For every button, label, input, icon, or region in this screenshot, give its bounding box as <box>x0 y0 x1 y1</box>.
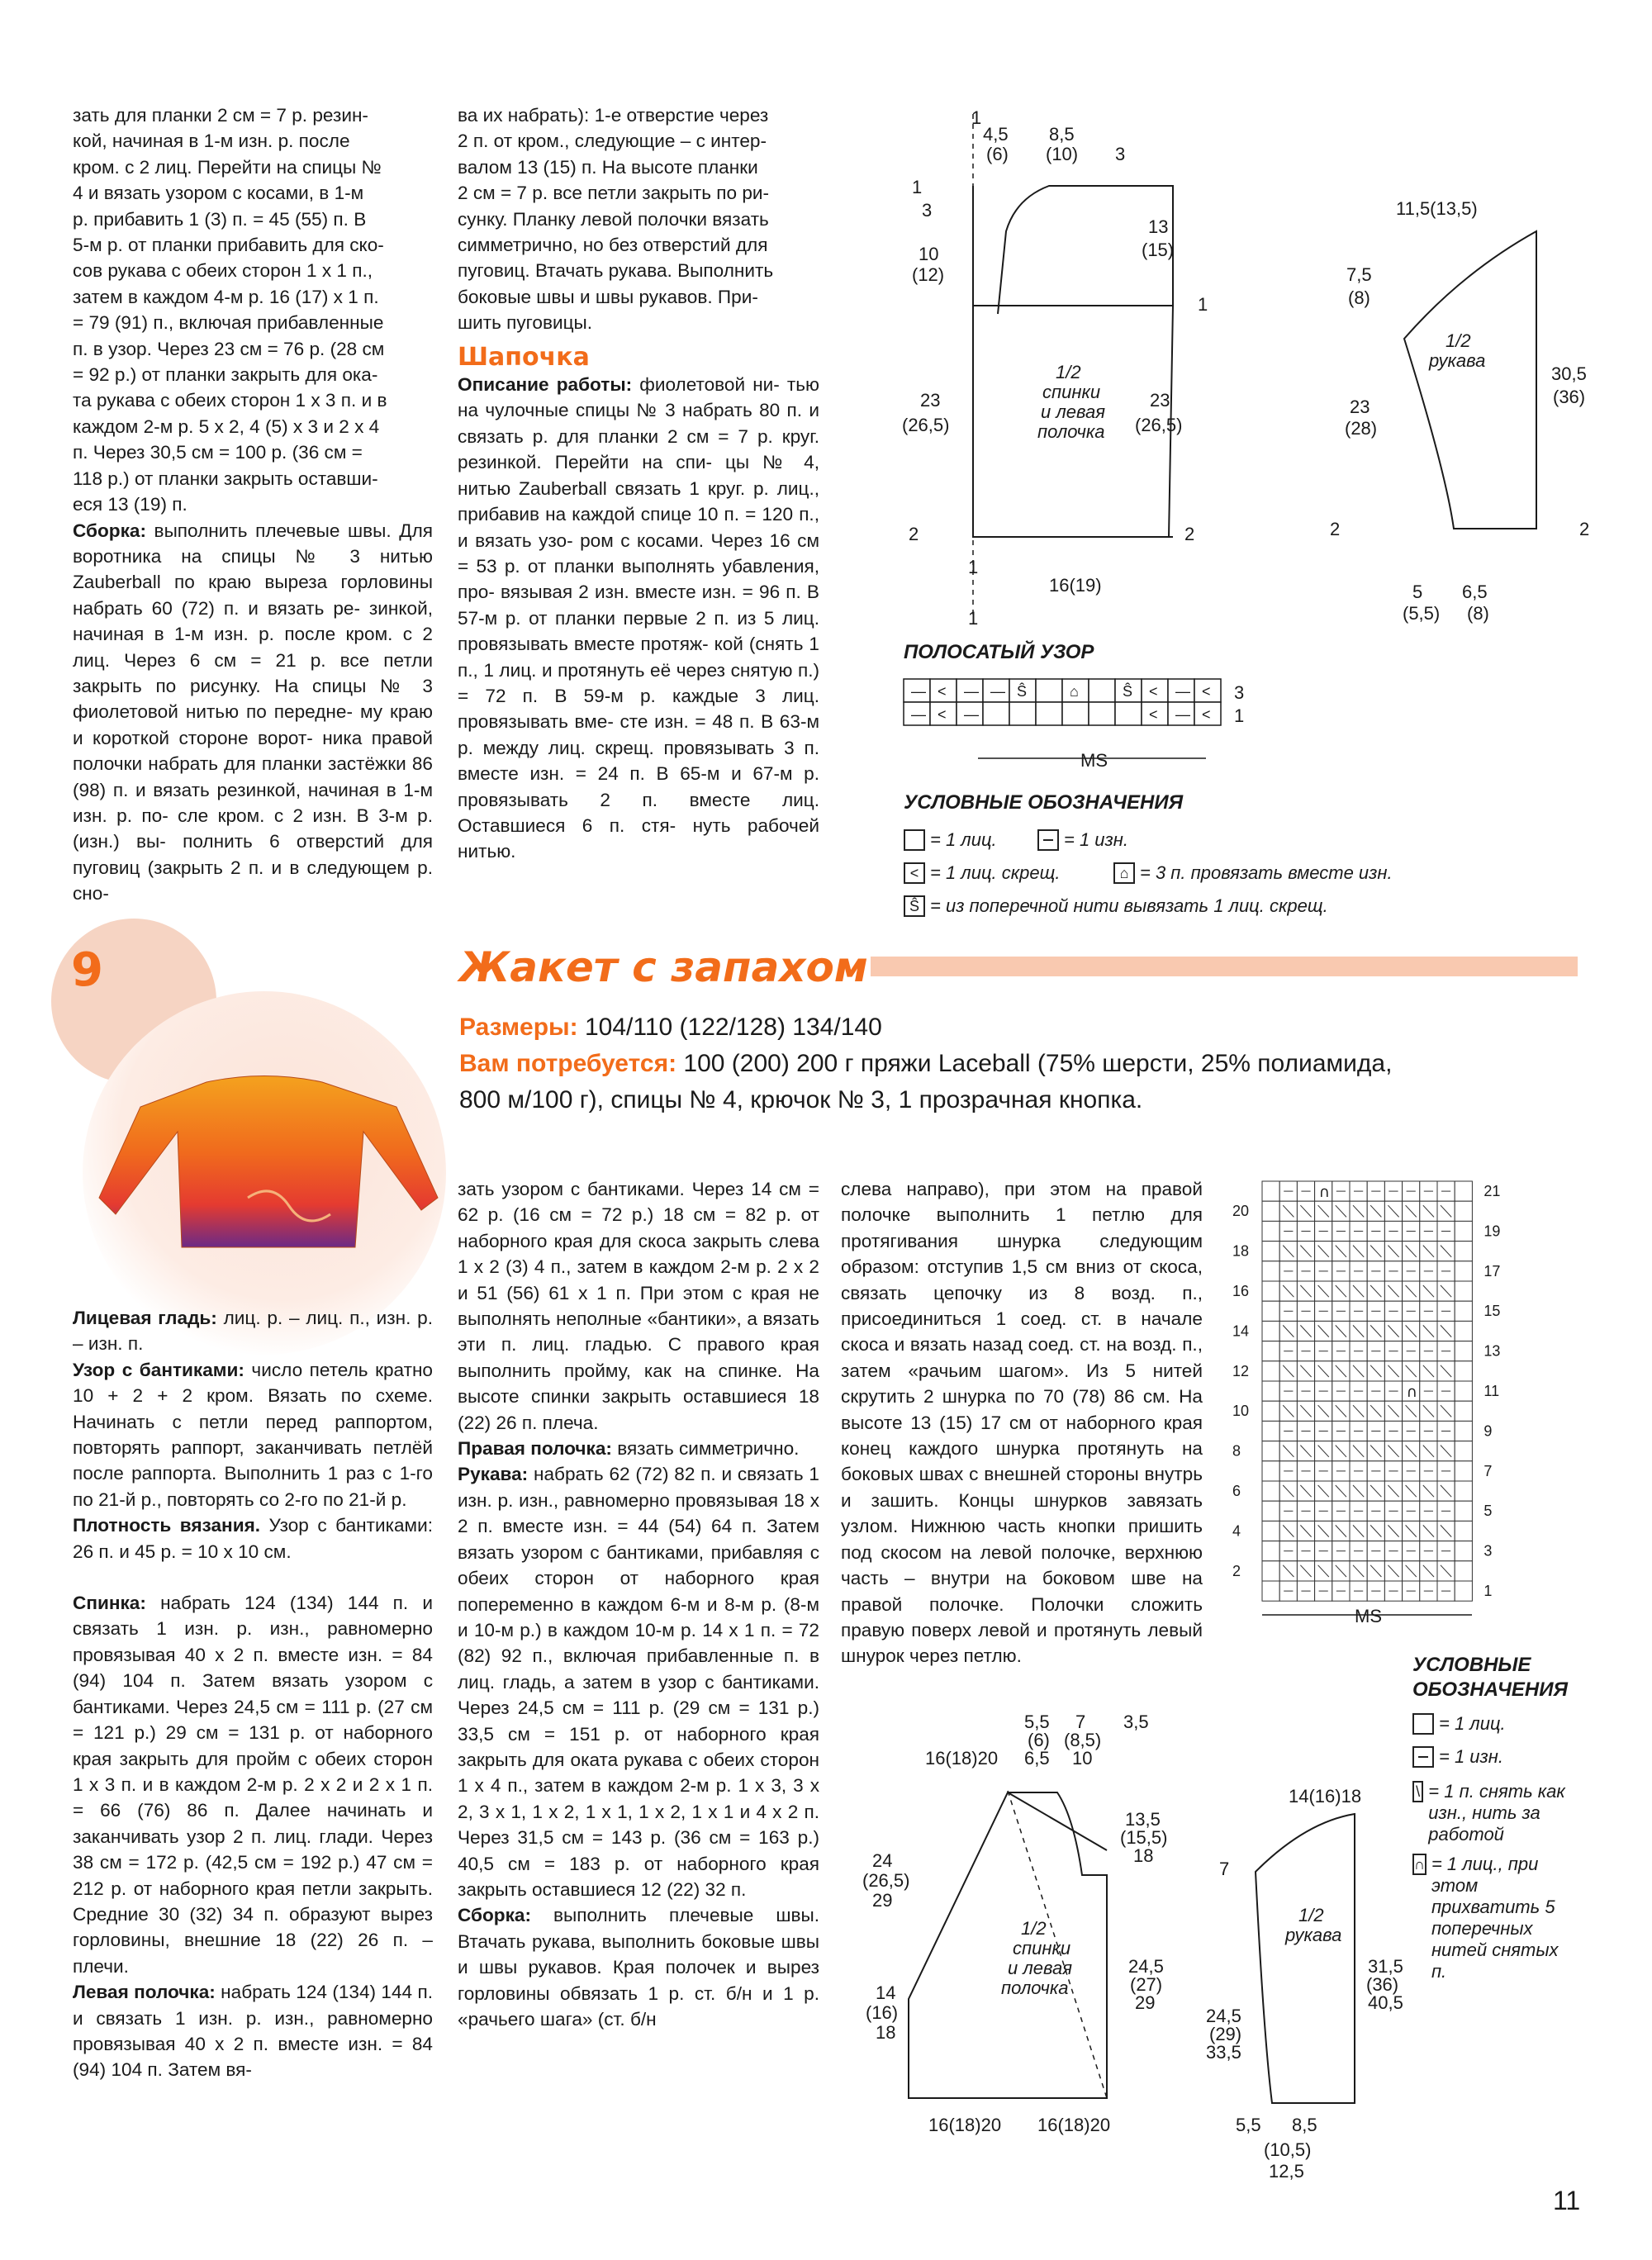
paragraph <box>458 1902 819 2032</box>
twisted-knit-symbol: < <box>904 862 925 884</box>
bow-cell <box>1455 1301 1472 1321</box>
text-line: каждом 2-м р. 5 х 2, 4 (5) х 3 и 2 х 4 <box>73 415 380 437</box>
d3-right: 13,5 <box>1125 1809 1161 1830</box>
bow-cell <box>1455 1441 1472 1461</box>
bow-cell <box>1262 1401 1279 1421</box>
stripe-cell <box>1036 702 1062 725</box>
schematic-jacket-body <box>859 1712 1206 2135</box>
m1-symbol: Ŝ <box>904 895 925 917</box>
text-line: шить пуговицы. <box>458 312 593 334</box>
bow-row-label: 3 <box>1483 1542 1493 1560</box>
d3-right: (27) <box>1130 1974 1163 1995</box>
bow-row-label: 9 <box>1483 1422 1493 1440</box>
d4-left: 24,5 <box>1206 2006 1241 2026</box>
d1-center: 1/2 <box>1056 362 1081 382</box>
stripe-cell <box>1036 679 1062 702</box>
bow-row-label: 11 <box>1483 1383 1500 1399</box>
text-line: п. в узор. Через 23 см = 76 р. (28 см <box>73 338 385 359</box>
paragraph-label: Сборка: <box>458 1905 531 1926</box>
d1-left: 10 <box>919 244 939 264</box>
sizes-line: Размеры: 104/110 (122/128) 134/140 <box>459 1014 882 1041</box>
bow-row-label: 16 <box>1232 1283 1250 1299</box>
d3-top: 7 <box>1075 1712 1086 1732</box>
bow-cell <box>1262 1501 1279 1521</box>
d2-left: (28) <box>1345 418 1378 439</box>
bow-cell <box>1455 1541 1472 1561</box>
text-line: ва их набрать): 1-е отверстие через <box>458 105 769 126</box>
d1-bottom: 16(19) <box>1049 575 1102 596</box>
stripe-symbol: Ŝ <box>1017 683 1028 700</box>
stripe-symbol: — <box>990 683 1005 700</box>
d1-left: 23 <box>920 390 941 411</box>
d4-right: (36) <box>1366 1974 1399 1995</box>
text-line: 2 см = 7 р. все петли закрыть по ри- <box>458 183 770 204</box>
d3-top: (6) <box>1028 1730 1050 1750</box>
bow-cell <box>1455 1261 1472 1281</box>
text-line: = 92 р.) от планки закрыть для ока- <box>73 364 378 386</box>
bow-cell <box>1262 1301 1279 1321</box>
d1-left: 2 <box>909 524 919 544</box>
bow-cell <box>1262 1561 1279 1581</box>
paragraph-hat <box>458 372 819 865</box>
d2-right: 30,5 <box>1551 363 1587 384</box>
slip-stitch-symbol: \ <box>1412 1781 1423 1802</box>
d1-top-dim: 3 <box>1115 144 1126 164</box>
d2-top: 11,5(13,5) <box>1396 198 1478 219</box>
paragraph-label: Правая полочка: <box>458 1438 612 1460</box>
d1-right: 23 <box>1150 390 1170 411</box>
d3-top: 5,5 <box>1024 1712 1050 1732</box>
d4-right: 40,5 <box>1368 1992 1403 2013</box>
d1-left: 3 <box>922 200 933 221</box>
page-number: 11 <box>1553 2186 1581 2215</box>
text-line: п. Через 30,5 см = 100 р. (36 см = <box>73 442 363 463</box>
d3-top: 3,5 <box>1123 1712 1149 1732</box>
knit-symbol <box>1412 1713 1434 1735</box>
schematic-back-front <box>900 107 1231 636</box>
purl-symbol <box>1412 1746 1434 1768</box>
d2-right: (36) <box>1553 387 1586 407</box>
d1-left: (12) <box>912 264 945 285</box>
legend-m1: Ŝ = из поперечной нити вывязать 1 лиц. скрещ. <box>904 895 1328 917</box>
d1-left: 1 <box>912 177 923 197</box>
paragraph-text: вязать симметрично. <box>611 1438 800 1460</box>
d2-bottom: (5,5) <box>1403 603 1441 624</box>
d3-top: (8,5) <box>1064 1730 1102 1750</box>
paragraph-sleeve <box>73 102 433 518</box>
text-line: зать для планки 2 см = 7 р. резин- <box>73 105 368 126</box>
bow-cell <box>1455 1361 1472 1381</box>
bow-row-label: 8 <box>1232 1442 1241 1460</box>
paragraph <box>73 1357 433 1512</box>
bow-row-label: 4 <box>1232 1522 1241 1540</box>
d3-left: 24 <box>872 1850 893 1871</box>
text-line: боковые швы и швы рукавов. При- <box>458 286 758 307</box>
paragraph <box>73 1979 433 2083</box>
bow-row-label: 20 <box>1232 1203 1250 1220</box>
materials-line: Вам потребуется: 100 (200) 200 г пряжи Laceball (75% шерсти, 25% полиамида, <box>459 1050 1393 1077</box>
text-line: еся 13 (19) п. <box>73 494 188 515</box>
d3-top: 6,5 <box>1024 1748 1050 1769</box>
legend-k3tog: ⌂ = 3 п. провязать вместе изн. <box>1113 862 1393 884</box>
stripe-cell <box>1089 702 1115 725</box>
stripe-symbol: ⌂ <box>1070 683 1079 700</box>
d4-left: 33,5 <box>1206 2042 1241 2063</box>
d2-center: 1/2 <box>1446 330 1471 351</box>
bow-cell <box>1455 1321 1472 1341</box>
knit-symbol <box>904 829 925 851</box>
hat-title: Шапочка <box>458 342 590 372</box>
bow-cell <box>1262 1321 1279 1341</box>
paragraph <box>73 1590 433 1979</box>
bow-cell <box>1455 1381 1472 1401</box>
d3-left: (26,5) <box>862 1870 910 1891</box>
bow-row-label: 7 <box>1483 1462 1493 1479</box>
stripe-symbol: < <box>1149 706 1158 723</box>
bow-cell <box>1455 1401 1472 1421</box>
paragraph-text: лиц. р. – лиц. п., изн. р. – изн. п. <box>73 1308 433 1355</box>
d4-bottom-extra: (10,5) 12,5 <box>1264 2139 1312 2182</box>
bow-cell <box>1262 1481 1279 1501</box>
bow-cell <box>1455 1281 1472 1301</box>
materials-line-2: 800 м/100 г), спицы № 4, крючок № 3, 1 прозрачная кнопка. <box>459 1086 1143 1113</box>
d3-top: 16(18)20 <box>925 1748 999 1769</box>
text-line: кой, начиная в 1-м изн. р. после <box>73 131 350 152</box>
bow-row-label: 14 <box>1232 1322 1250 1340</box>
stripe-symbol: < <box>938 706 947 723</box>
title-band <box>871 957 1578 976</box>
d4-left: (29) <box>1209 2024 1242 2044</box>
stripe-cell <box>983 702 1009 725</box>
bow-cell <box>1455 1421 1472 1441</box>
bow-cell <box>1455 1561 1472 1581</box>
d1-left: (26,5) <box>902 415 950 435</box>
paragraph <box>73 1512 433 1564</box>
bow-stitch: ∩ <box>1318 1184 1330 1201</box>
paragraph <box>458 1461 819 1902</box>
stripe-symbol: — <box>1175 683 1190 700</box>
text-column-1 <box>73 102 433 907</box>
d1-top-dim: (10) <box>1046 144 1079 164</box>
stripe-symbol: < <box>938 683 947 700</box>
d4-right: 31,5 <box>1368 1956 1403 1977</box>
text-line: симметрично, но без отверстий для <box>458 235 768 256</box>
bow-row-label: 18 <box>1232 1242 1250 1260</box>
stripe-symbol: — <box>964 706 979 723</box>
stripe-cell <box>1089 679 1115 702</box>
bow-legend-purl: = 1 изн. <box>1412 1746 1578 1768</box>
paragraph-text: зать узором с бантиками. Через 14 см = 62 р. (16 см = 72 р.) 18 см = 82 р. от наборного края для скоса закрыть слева 1 х 2 (3) 4 п., затем в каждом 2-м р. 2 х 2 и 51 (56) 61 х 1 п. При этом с края не выполнять неполные «бантики», а вязать эти п. лиц. гладью. С правого края выполнить пройму, как на спинке. На высоте спинки закрыть оставшиеся 18 (22) 26 п. плеча. <box>458 1179 819 1433</box>
bow-cell <box>1262 1441 1279 1461</box>
text-line: та рукава с обеих сторон 1 х 3 п. и в <box>73 390 387 411</box>
bow-cell <box>1262 1261 1279 1281</box>
d1-right: 1 <box>1198 294 1208 315</box>
paragraph-text: Узор с бантиками: 26 п. и 45 р. = 10 х 10 см. <box>73 1515 433 1562</box>
bow-legend-bow: ∩ = 1 лиц., при этом прихватить 5 поперечных нитей снятых п. <box>1414 1854 1559 1982</box>
stripe-cell <box>1009 702 1036 725</box>
schematic-jacket-sleeve <box>1206 1786 1421 2136</box>
d1-top-dim: (6) <box>986 144 1009 164</box>
text-line: затем в каждом 4-м р. 16 (17) х 1 п. <box>73 286 379 307</box>
text-line: сов рукава с обеих сторон 1 х 1 п., <box>73 260 373 282</box>
stripe-symbol: Ŝ <box>1123 683 1133 700</box>
d3-left: 18 <box>876 2022 896 2043</box>
paragraph-assembly <box>73 518 433 907</box>
bow-row-label: 2 <box>1232 1562 1241 1579</box>
d3-center: полочка <box>1001 1978 1069 1998</box>
paragraph-label: Левая полочка: <box>73 1982 216 2003</box>
bow-row-label: 12 <box>1232 1362 1250 1379</box>
d1-center: спинки <box>1042 382 1101 402</box>
text-line: 5-м р. от планки прибавить для ско- <box>73 235 384 256</box>
bow-cell <box>1455 1581 1472 1601</box>
text-line: пуговиц. Втачать рукава. Выполнить <box>458 260 774 282</box>
stripe-symbol: < <box>1202 706 1211 723</box>
bow-row-label: 13 <box>1483 1342 1501 1360</box>
d4-bottom: 5,5 <box>1236 2115 1261 2135</box>
d1-mark: 1 <box>971 107 982 128</box>
assembly-text: выполнить плечевые швы. Для воротника на спицы № 3 нитью Zauberball по краю выреза горловины набрать 60 (72) п. и вязать ре- зинкой, начиная в 1-м изн. р. после кром. с 2 лиц. Через 6 см = 21 р. все петли закрыть по рисунку. На спицы № 3 фиолетовой нитью по передне- му краю и короткой стороне ворот- ника правой полочки набрать для планки застёжки 86 (98) п. и вязать резинкой, начиная в 1-м изн. р. по- сле кром. с 2 изн. В 3-м р. (изн.) вы- полнить 6 отверстий для пуговиц (закрыть 2 п. и в следующем р. сно- <box>73 520 433 904</box>
d2-bottom: (8) <box>1467 603 1489 624</box>
section-number: 9 <box>71 943 103 997</box>
paragraph-label: Спинка: <box>73 1593 146 1614</box>
stripe-cell <box>1062 702 1089 725</box>
bow-row-label: 19 <box>1483 1223 1501 1240</box>
d1-bottom: 1 <box>968 608 979 629</box>
d4-bottom: 8,5 <box>1292 2115 1317 2135</box>
paragraph <box>73 1305 433 1357</box>
section-title: Жакет с запахом <box>459 943 868 991</box>
bow-row-label: 1 <box>1483 1583 1493 1599</box>
text-line: сунку. Планку левой полочки вязать <box>458 208 769 230</box>
legend-knit: = 1 лиц. <box>904 829 997 851</box>
d3-left: (16) <box>866 2002 899 2023</box>
schematic-sleeve <box>1313 182 1611 628</box>
bow-cell <box>1262 1221 1279 1241</box>
d1-center: полочка <box>1037 421 1105 442</box>
text-line: 2 п. от кром., следующие – с интер- <box>458 131 767 152</box>
bow-cell <box>1262 1581 1279 1601</box>
d2-bottom: 5 <box>1412 582 1423 602</box>
paragraph-text: набрать 124 (134) 144 п. и связать 1 изн. р. изн., равномерно провязывая 40 х 2 п. вместе изн. = 84 (94) 104 п. Затем вязать узором с бантиками. Через 24,5 см = 111 р. (27 см = 121 р.) 29 см = 131 р. от наборного края закрыть для пройм с обеих сторон 1 х 3 п. и в каждом 2-м р. 2 х 2 и 2 х 1 п. = 66 (76) 86 п. Далее начинать и заканчивать узор 2 п. лиц. глади. Через 38 см = 172 р. (42,5 см = 192 р.) 47 см = 212 р. от наборного края петли закрыть. Средние 30 (32) 34 п. образуют вырез горловины, внешние 18 (22) 26 п. – плечи. <box>73 1593 433 1977</box>
paragraph-text: выполнить плечевые швы. Втачать рукава, выполнить боковые швы и швы рукавов. Края полочек и вырез горловины обвязать 1 р. ст. б/н и 1 р. «рачьего шага» (ст. б/н <box>458 1905 819 2030</box>
paragraph-label: Узор с бантиками: <box>73 1359 244 1380</box>
bow-cell <box>1262 1461 1279 1481</box>
text-line: 118 р.) от планки закрыть оставши- <box>73 468 378 489</box>
bow-row-label: 10 <box>1232 1403 1250 1420</box>
bow-legend-knit: = 1 лиц. <box>1412 1713 1578 1735</box>
d3-left: 14 <box>876 1982 896 2003</box>
paragraph-text: набрать 124 (134) 144 п. и связать 1 изн. р. изн., равномерно провязывая 40 х 2 п. вместе изн. = 84 (94) 104 п. Затем вя- <box>73 1982 433 2081</box>
stripe-cell <box>1115 702 1142 725</box>
paragraph-label: Лицевая гладь: <box>73 1308 217 1328</box>
d4-center: 1/2 <box>1298 1905 1324 1925</box>
text-line: р. прибавить 1 (3) п. = 45 (55) п. В <box>73 208 367 230</box>
bow-legend-title-1: УСЛОВНЫЕ <box>1412 1654 1531 1676</box>
text-column-4 <box>73 1305 433 2083</box>
d3-center: спинки <box>1013 1938 1071 1959</box>
bow-cell <box>1262 1381 1279 1401</box>
d3-bottom: 16(18)20 <box>1037 2115 1111 2135</box>
d2-right: 2 <box>1579 519 1590 539</box>
d2-left: 7,5 <box>1346 264 1372 285</box>
d1-center: и левая <box>1041 401 1105 422</box>
bow-cell <box>1262 1341 1279 1361</box>
bow-cell <box>1262 1541 1279 1561</box>
bow-row-label: 21 <box>1483 1183 1501 1199</box>
bow-cell <box>1262 1521 1279 1541</box>
stripe-legend-title: УСЛОВНЫЕ ОБОЗНАЧЕНИЯ <box>904 791 1184 814</box>
bow-row-label: 6 <box>1232 1483 1241 1499</box>
bow-cell <box>1455 1242 1472 1261</box>
text-column-2 <box>458 102 819 865</box>
d1-right: (26,5) <box>1135 415 1183 435</box>
d1-top-dim: 4,5 <box>983 124 1009 145</box>
d2-left: 23 <box>1350 396 1370 417</box>
d4-left: 7 <box>1219 1859 1230 1879</box>
stripe-symbol: — <box>911 706 926 723</box>
spacer <box>73 1564 433 1590</box>
bow-stitch: ∩ <box>1406 1384 1417 1401</box>
bow-pattern-chart <box>1222 1181 1569 1627</box>
d3-right: (15,5) <box>1120 1827 1168 1848</box>
bow-legend-title-2: ОБОЗНАЧЕНИЯ <box>1412 1678 1568 1701</box>
bow-cell <box>1262 1361 1279 1381</box>
stripe-symbol: — <box>1175 706 1190 723</box>
stripe-row-label: 3 <box>1234 682 1245 703</box>
p3tog-symbol: ⌂ <box>1113 862 1135 884</box>
d1-right: 13 <box>1148 216 1169 237</box>
bow-cell <box>1262 1421 1279 1441</box>
bow-legend-slip: \ = 1 п. снять как изн., нить за работой <box>1412 1781 1569 1845</box>
paragraph <box>458 1436 819 1461</box>
bow-cell <box>1455 1341 1472 1361</box>
d3-center: 1/2 <box>1021 1918 1047 1939</box>
paragraph-label: Рукава: <box>458 1464 529 1485</box>
bow-cell <box>1262 1281 1279 1301</box>
bow-cell <box>1262 1201 1279 1221</box>
stripe-symbol: < <box>1149 683 1158 700</box>
d1-right: 2 <box>1184 524 1195 544</box>
d4-center: рукава <box>1285 1925 1342 1945</box>
paragraph-text: число петель кратно 10 + 2 + 2 кром. Вязать по схеме. Начинать с петли перед раппортом, повторять раппорт, заканчивать петлёй после раппорта. Выполнить 1 раз с 1-го по 21-й р., повторять со 2-го по 21-й р. <box>73 1359 433 1510</box>
d3-bottom: 16(18)20 <box>928 2115 1002 2135</box>
bow-row-label: 15 <box>1483 1303 1501 1320</box>
d3-right: 29 <box>1135 1992 1156 2013</box>
bow-stitch-symbol: ∩ <box>1412 1854 1427 1875</box>
stripe-symbol: < <box>1202 683 1211 700</box>
text-line: = 79 (91) п., включая прибавленные <box>73 312 384 334</box>
assembly-label: Сборка: <box>73 520 146 541</box>
d1-right: (15) <box>1142 240 1175 260</box>
bow-cell <box>1262 1242 1279 1261</box>
legend-twisted: < = 1 лиц. скрещ. <box>904 862 1060 884</box>
d1-top-dim: 8,5 <box>1049 124 1075 145</box>
paragraph-placket <box>458 102 819 336</box>
d4-top: 14(16)18 <box>1289 1786 1362 1807</box>
paragraph-label: Плотность вязания. <box>73 1515 261 1536</box>
bow-cell <box>1455 1221 1472 1241</box>
text-line: кром. с 2 лиц. Перейти на спицы № <box>73 156 382 178</box>
d1-bottom: 1 <box>968 557 979 577</box>
legend-purl: = 1 изн. <box>1037 829 1128 851</box>
d3-top: 10 <box>1072 1748 1093 1769</box>
bow-cell <box>1455 1501 1472 1521</box>
hat-text: фиолетовой ни- тью на чулочные спицы № 3 набрать 80 п. и связать р. для планки 2 см = 7 р. круг. резинкой. Перейти на спи- цы № 4, нитью Zauberball связать 1 круг. р. лиц., прибавив на каждой спице 10 п. = 120 п., и вязать узо- ром с косами. Через 16 см = 53 р. от планки выполнять убавления, про- вязывая 2 изн. вместе изн. = 96 п. В 57-м р. от планки первые 2 п. из 5 лиц. провязывать вместе протяж- кой (снять 1 п., 1 лиц. и протянуть её через снятую п.) = 72 п. В 59-м р. каждые 3 лиц. провязывать вме- сте изн. = 48 п. В 63-м р. между лиц. скрещ. провязывать 3 п. вместе изн. = 24 п. В 65-м и 67-м р. провязывать 2 п. вместе лиц. Оставшиеся 6 п. стя- нуть рабочей нитью. <box>458 374 819 862</box>
bow-cell <box>1262 1181 1279 1201</box>
d2-left: 2 <box>1330 519 1341 539</box>
d3-right: 24,5 <box>1128 1956 1164 1977</box>
bow-row-label: 5 <box>1483 1503 1493 1520</box>
hat-label: Описание работы: <box>458 374 633 396</box>
purl-symbol <box>1037 829 1059 851</box>
sweater-photo <box>83 1074 446 1272</box>
d2-left: (8) <box>1348 287 1370 308</box>
paragraph <box>458 1176 819 1436</box>
bow-cell <box>1455 1521 1472 1541</box>
text-line: валом 13 (15) п. На высоте планки <box>458 156 758 178</box>
text-column-6 <box>841 1176 1203 1669</box>
paragraph-text: набрать 62 (72) 82 п. и связать 1 изн. р. изн., равномерно провязывая 18 х 2 п. вместе изн. = 44 (54) 64 п. Затем вязать узором с бантиками, прибавляя с обеих сторон от наборного края попеременно в каждом 6-м и 8-м р. (8-м и 10-м р.) в каждом 10-м р. 14 х 1 п. = 72 (82) 92 п., включая прибавленные п. в лиц. гладь, а затем в узор с бантиками. Через 24,5 см = 111 р. (29 см = 131 р.) 33,5 см = 151 р. от наборного края закрыть для оката рукава с обеих сторон 1 х 4 п., затем в каждом 2-м р. 1 х 3, 3 х 2, 3 х 1, 1 х 2, 1 х 1, 1 х 2, 1 х 1 и 4 х 2 п. Через 31,5 см = 143 р. (36 см = 163 р.) 40,5 см = 183 р. от наборного края закрыть оставшиеся 12 (22) 32 п. <box>458 1464 819 1900</box>
d2-bottom: 6,5 <box>1462 582 1488 602</box>
stripe-symbol: — <box>964 683 979 700</box>
d3-right: 18 <box>1133 1845 1154 1866</box>
bow-cell <box>1455 1181 1472 1201</box>
bow-cell <box>1455 1461 1472 1481</box>
bow-cell <box>1455 1481 1472 1501</box>
bow-cell <box>1455 1201 1472 1221</box>
stripe-ms: MS <box>1080 750 1108 771</box>
d3-center: и левая <box>1008 1958 1072 1978</box>
stripe-row-label: 1 <box>1234 705 1245 726</box>
d3-left: 29 <box>872 1890 893 1911</box>
bow-row-label: 17 <box>1483 1262 1501 1280</box>
d2-center: рукава <box>1429 350 1486 371</box>
paragraph-cord: слева направо), при этом на правой полочке выполнить 1 петлю для протягивания шнурка следующим образом: отступив 1,5 см вниз от скоса, связать цепочку из 8 возд. п., присоединиться 1 соед. ст. в начале скоса и вязать назад соед. ст. на возд. п., затем «рачьим шагом». Из 5 нитей скрутить 2 шнурка по 70 (78) 86 см. На высоте 13 (15) 17 см от наборного края конец каждого шнурка протянуть на боковых швах с внешней стороны внутрь и зашить. Концы шнурков завязать узлом. Нижнюю часть кнопки пришить под скосом на левой полочке, верхнюю часть – внутри на боковом шве на правой полочке. Полочки сложить правую поверх левой и протянуть левый шнурок через петлю. <box>841 1179 1203 1667</box>
stripe-chart <box>904 679 1251 770</box>
bow-ms: MS <box>1355 1606 1382 1626</box>
stripe-title: ПОЛОСАТЫЙ УЗОР <box>904 641 1094 663</box>
text-column-5 <box>458 1176 819 2032</box>
stripe-symbol: — <box>911 683 926 700</box>
text-line: 4 и вязать узором с косами, в 1-м <box>73 183 364 204</box>
